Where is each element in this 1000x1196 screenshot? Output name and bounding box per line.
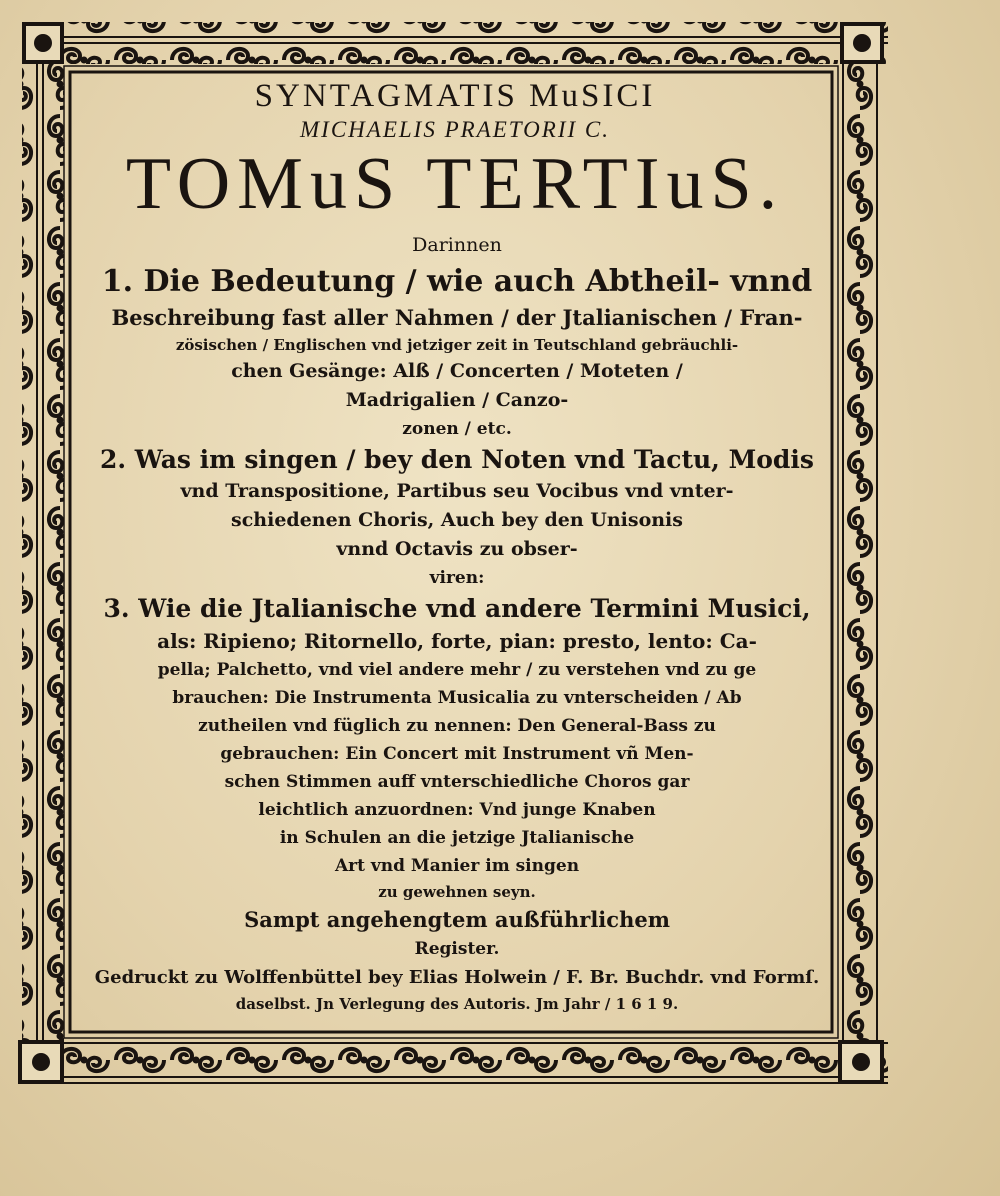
- body-line: 3. Wie die Jtalianische vnd andere Termini Musici,: [103, 594, 811, 623]
- body-line: zonen / etc.: [402, 419, 512, 439]
- body-line: zösischen / Englischen vnd jetziger zeit in Teutschland gebräuchli-: [175, 336, 739, 354]
- body-line: leichtlich anzuordnen: Vnd junge Knaben: [258, 800, 656, 820]
- body-line: Beschreibung fast aller Nahmen / der Jtalianischen / Fran-: [111, 305, 803, 330]
- body-line: zu gewehnen seyn.: [378, 883, 536, 901]
- contents-description: [88, 228, 826, 1015]
- imprint-line: Gedruckt zu Wolffenbüttel bey Elias Holwein / F. Br. Buchdr. vnd Formſ.: [94, 967, 820, 988]
- darinnen-line: Darinnen: [412, 234, 502, 256]
- body-line: vnd Transpositione, Partibus seu Vocibus vnd vnter-: [180, 480, 734, 502]
- body-line: chen Gesänge: Alß / Concerten / Moteten /: [231, 360, 683, 382]
- body-line: als: Ripieno; Ritornello, forte, pian: presto, lento: Ca-: [157, 629, 757, 653]
- body-line: Madrigalien / Canzo-: [345, 389, 569, 411]
- body-line: in Schulen an die jetzige Jtalianische: [279, 828, 635, 848]
- body-line: 2. Was im singen / bey den Noten vnd Tactu, Modis: [100, 445, 814, 474]
- body-line: Sampt angehengtem außführlichem: [244, 907, 670, 932]
- imprint-date-line: daselbst. Jn Verlegung des Autoris. Jm Jahr / 1 6 1 9.: [235, 995, 679, 1013]
- body-line: gebrauchen: Ein Concert mit Instrument vñ Men-: [220, 744, 694, 764]
- body-line: vnnd Octavis zu obser-: [336, 538, 578, 560]
- tomus-tertius-heading: TOMuS TERTIuS.: [125, 143, 785, 225]
- title-block: [80, 72, 830, 227]
- body-line: pella; Palchetto, vnd viel andere mehr / zu verstehen vnd zu ge: [157, 660, 757, 680]
- author-line: MICHAELIS PRAETORII C.: [300, 117, 610, 142]
- body-line: Art vnd Manier im singen: [334, 856, 580, 876]
- body-line: brauchen: Die Instrumenta Musicalia zu vnterscheiden / Ab: [172, 688, 742, 708]
- body-line: Register.: [414, 939, 500, 959]
- body-line: viren:: [429, 568, 485, 588]
- title-line-syntagmatis: SYNTAGMATIS MuSICI: [254, 78, 656, 114]
- body-line: schiedenen Choris, Auch bey den Unisonis: [231, 509, 683, 531]
- body-line: 1. Die Bedeutung / wie auch Abtheil- vnnd: [101, 264, 813, 299]
- body-line: zutheilen vnd füglich zu nennen: Den General-Bass zu: [198, 716, 716, 736]
- body-line: schen Stimmen auff vnterschiedliche Choros gar: [224, 772, 690, 792]
